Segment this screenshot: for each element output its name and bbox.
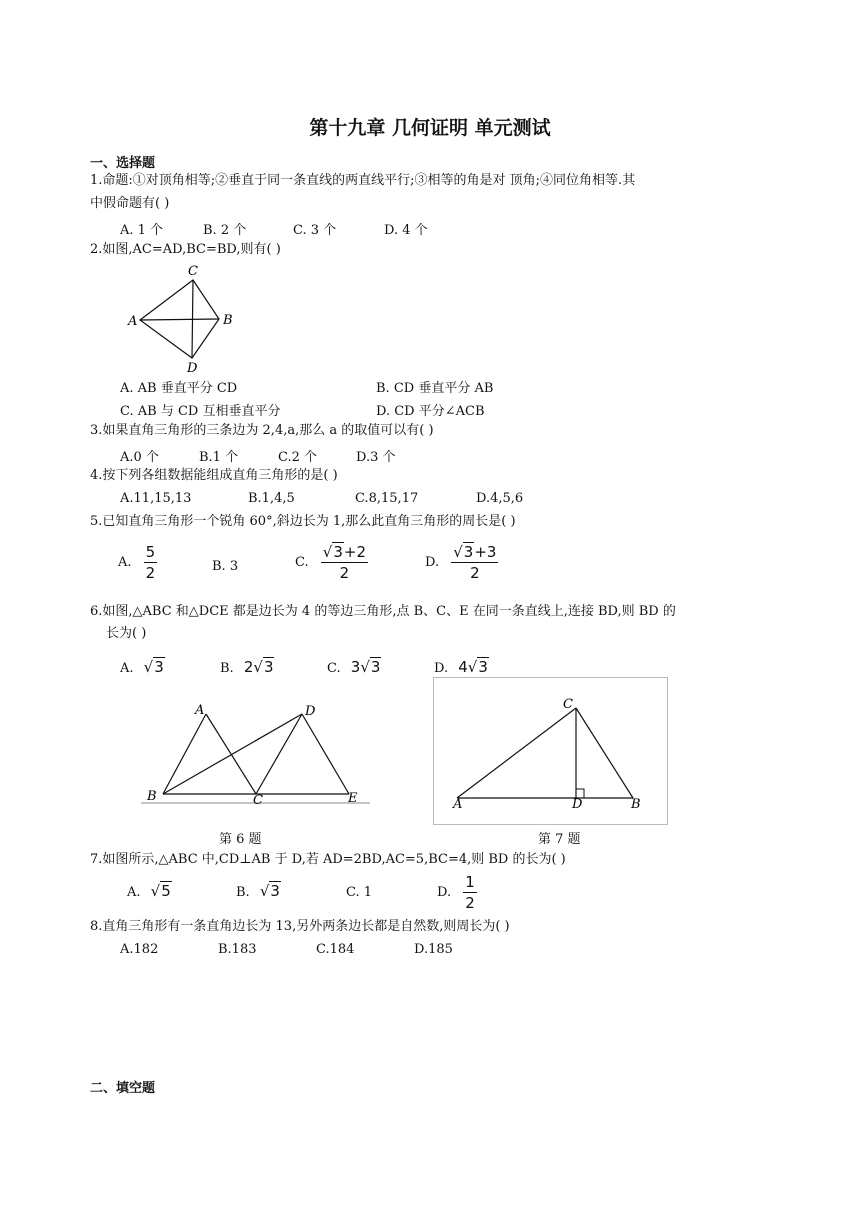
q5-option-c-denominator: 2 [339, 564, 350, 582]
section-multiple-choice: 一、选择题 [90, 156, 156, 171]
q3-option-c: C.2 个 [278, 450, 318, 465]
q6-line2: 长为( ) [106, 626, 147, 641]
q5-option-d-fraction [451, 543, 498, 582]
q4-stem: 4.按下列各组数据能组成直角三角形的是( ) [90, 468, 338, 483]
q7-option-d-label: D. [437, 885, 452, 900]
q7-option-a-label: A. [127, 885, 141, 900]
q6-segment-de [302, 714, 349, 794]
q2-stem: 2.如图,AC=AD,BC=BD,则有( ) [90, 242, 281, 257]
q5-option-d-label: D. [425, 555, 440, 570]
q6-option-a-label: A. [120, 661, 134, 676]
q7-label-a: A [453, 797, 463, 812]
q6-option-c: C. 3√3 [327, 658, 381, 676]
q6-label-c: C [253, 793, 263, 808]
q7-option-c: C. 1 [346, 885, 373, 900]
q5-option-d-radicand: 3 [463, 543, 474, 561]
q6-caption: 第 6 题 [219, 832, 262, 847]
q2-option-a: A. AB 垂直平分 CD [120, 381, 238, 396]
q3-option-b: B.1 个 [199, 450, 239, 465]
q2-option-b: B. CD 垂直平分 AB [376, 381, 494, 396]
q5-option-c-addend: +2 [343, 543, 366, 561]
q6-label-a: A [195, 703, 205, 718]
q1-option-d: D. 4 个 [384, 223, 428, 238]
q6-label-e: E [348, 791, 358, 806]
q5-option-c-label: C. [295, 555, 309, 570]
q6-option-d-radicand: 3 [478, 658, 488, 676]
q5-option-a-fraction [144, 543, 158, 582]
q6-option-b: B. 2√3 [220, 658, 274, 676]
q3-stem: 3.如果直角三角形的三条边为 2,4,a,那么 a 的取值可以有( ) [90, 423, 434, 438]
q7-segment-ac [457, 708, 576, 798]
q6-label-b: B [147, 789, 157, 804]
q6-option-d: D. 4√3 [434, 658, 488, 676]
q5-option-d-addend: +3 [474, 543, 497, 561]
q8-option-a: A.182 [120, 942, 159, 957]
q5-option-c-radicand: 3 [333, 543, 343, 561]
q7-figure [433, 677, 669, 827]
q2-label-d: D [187, 361, 198, 374]
q4-option-b: B.1,4,5 [248, 491, 295, 506]
q7-option-b: B. √3 [236, 882, 280, 900]
q7-option-d-fraction [463, 873, 477, 912]
q2-option-c: C. AB 与 CD 互相垂直平分 [120, 404, 281, 419]
page-title: 第十九章 几何证明 单元测试 [309, 117, 551, 139]
q7-caption: 第 7 题 [538, 832, 581, 847]
q5-option-a [118, 543, 157, 582]
q4-option-d: D.4,5,6 [476, 491, 524, 506]
q5-option-a-label: A. [118, 555, 132, 570]
q7-segment-cb [576, 708, 633, 798]
q1-option-b: B. 2 个 [203, 223, 247, 238]
q1-line1: 1.命题:①对顶角相等;②垂直于同一条直线的两直线平行;③相等的角是对 顶角;④同位角相等.其 [90, 173, 636, 188]
q7-stem: 7.如图所示,△ABC 中,CD⊥AB 于 D,若 AD=2BD,AC=5,BC=4,则 BD 的长为( ) [90, 852, 566, 867]
q6-option-b-coef: 2 [243, 658, 254, 676]
q6-option-b-radicand: 3 [263, 658, 274, 676]
q2-segment-cd [192, 280, 193, 358]
q2-segment-ab [140, 319, 219, 320]
q5-option-d-numerator: √3+3 [453, 543, 497, 561]
section-fill-in-blank: 二、填空题 [90, 1081, 156, 1096]
q7-label-b: B [631, 797, 641, 812]
q5-option-d-denominator: 2 [470, 564, 480, 582]
q5-option-a-denominator: 2 [145, 564, 156, 582]
q2-figure [120, 262, 250, 374]
q2-option-d: D. CD 平分∠ACB [376, 404, 485, 419]
q6-segment-ac [206, 714, 256, 794]
q6-option-a: A. √3 [120, 658, 164, 676]
q8-option-d: D.185 [414, 942, 453, 957]
q3-option-d: D.3 个 [356, 450, 396, 465]
q1-option-c: C. 3 个 [293, 223, 337, 238]
q1-option-a: A. 1 个 [120, 223, 164, 238]
q2-label-b: B [223, 313, 233, 328]
q6-option-c-label: C. [327, 661, 341, 676]
q6-option-d-label: D. [434, 661, 449, 676]
q3-option-a: A.0 个 [120, 450, 159, 465]
q8-stem: 8.直角三角形有一条直角边长为 13,另外两条边长都是自然数,则周长为( ) [90, 919, 510, 934]
q6-segment-cd [256, 714, 302, 794]
q7-label-c: C [563, 697, 573, 712]
q6-option-a-radicand: 3 [154, 658, 164, 676]
q7-option-b-label: B. [236, 885, 250, 900]
q6-figure [138, 697, 378, 809]
q5-option-b: B. 3 [212, 559, 239, 574]
q5-stem: 5.已知直角三角形一个锐角 60°,斜边长为 1,那么此直角三角形的周长是( ) [90, 514, 516, 529]
q6-option-c-coef: 3 [350, 658, 361, 676]
q8-option-b: B.183 [218, 942, 257, 957]
q6-option-b-label: B. [220, 661, 234, 676]
q6-line1: 6.如图,△ABC 和△DCE 都是边长为 4 的等边三角形,点 B、C、E 在同一条直线上,连接 BD,则 BD 的 [90, 604, 676, 619]
q6-option-c-radicand: 3 [370, 658, 381, 676]
q7-label-d: D [572, 797, 583, 812]
q2-label-c: C [188, 264, 198, 279]
q7-option-d-numerator: 1 [465, 873, 475, 891]
q6-label-d: D [305, 704, 316, 719]
q4-option-c: C.8,15,17 [355, 491, 419, 506]
q5-option-c-numerator: √3+2 [322, 543, 366, 561]
q7-option-d-denominator: 2 [465, 894, 475, 912]
q7-option-a: A. √5 [127, 882, 171, 900]
q2-label-a: A [128, 314, 138, 329]
q7-option-d [437, 873, 477, 912]
q5-option-c-fraction [321, 543, 368, 582]
q4-option-a: A.11,15,13 [120, 491, 192, 506]
q8-option-c: C.184 [316, 942, 355, 957]
q5-option-c [295, 543, 368, 582]
q1-line2: 中假命题有( ) [90, 196, 170, 211]
q7-option-b-radicand: 3 [270, 882, 280, 900]
q5-option-d [425, 543, 498, 582]
q5-option-a-numerator: 5 [145, 543, 156, 561]
q7-option-a-radicand: 5 [161, 882, 171, 900]
q6-option-d-coef: 4 [458, 658, 468, 676]
